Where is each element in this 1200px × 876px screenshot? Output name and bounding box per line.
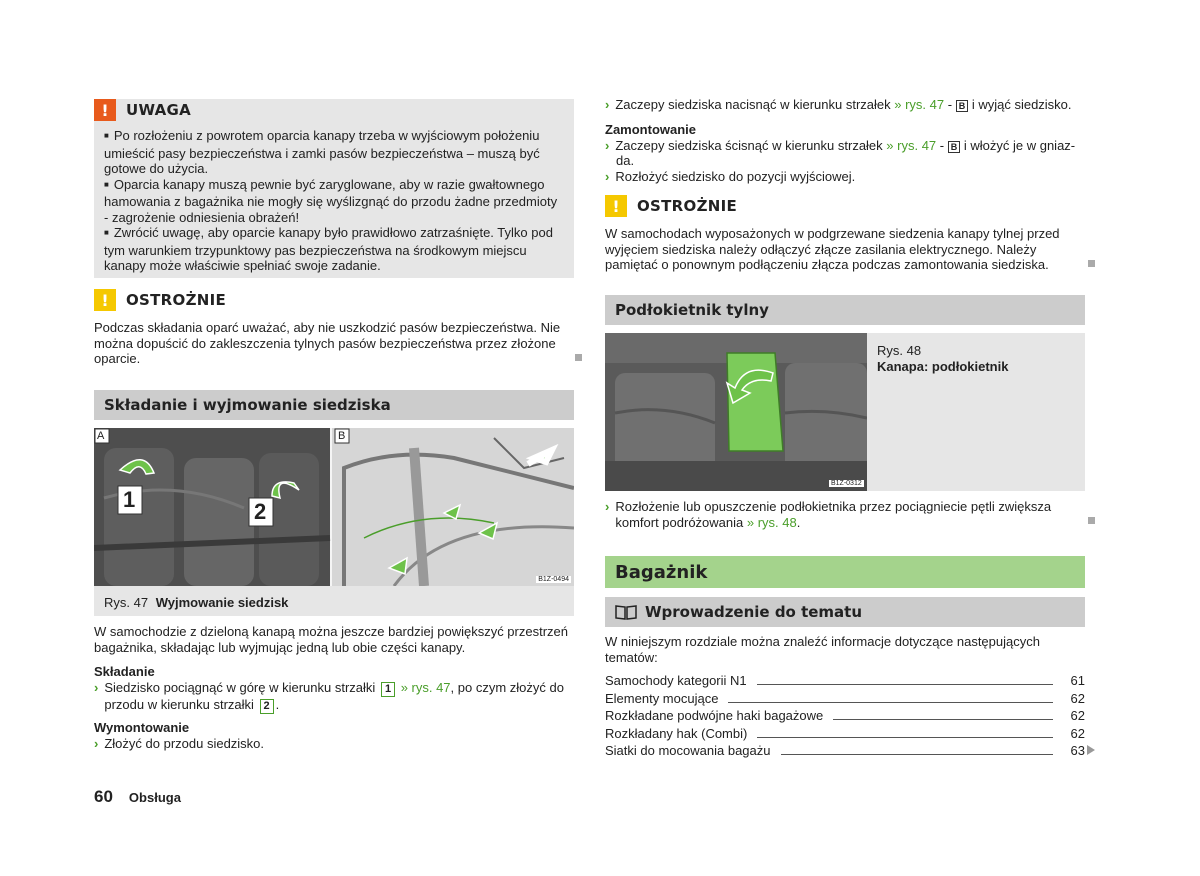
caution-text: W samochodach wyposażonych w podgrzewane siedzenia kanapy tylnej przed wyjęciem siedziska należy odłączyć złącze zasilania elektrycznego. Należy pamiętać o ponownym podłączeniu złącza podczas zamontowania siedziska. — [605, 226, 1060, 272]
step-text — [615, 499, 1085, 530]
toc-leader — [757, 684, 1053, 685]
book-icon — [615, 604, 637, 620]
toc-row[interactable] — [605, 725, 1085, 741]
section-heading: Składanie i wyjmowanie siedziska — [94, 390, 574, 420]
chevron-right-icon: › — [605, 169, 610, 184]
step-text-part: Siedzisko pociągnąć w górę w kierunku strzałki — [104, 680, 376, 695]
warning-header — [94, 99, 574, 121]
toc-label: Rozkładane podwójne haki bagażowe — [605, 708, 824, 723]
caution-header — [605, 195, 1085, 217]
seat-folding-illustration — [94, 428, 574, 586]
figure-ref-link[interactable]: » rys. 48 — [746, 514, 797, 530]
figure-ref-link[interactable]: » rys. 47 — [894, 97, 945, 112]
toc-page: 62 — [1070, 691, 1085, 706]
chevron-right-icon: › — [605, 138, 610, 153]
toc-page: 63 — [1070, 743, 1085, 758]
page-number: 60 — [94, 787, 113, 806]
step-armrest — [605, 499, 1085, 530]
section-heading: Podłokietnik tylny — [605, 295, 1085, 325]
caption-number: Rys. 47 — [104, 595, 149, 610]
exclamation-icon: ! — [94, 99, 116, 121]
warning-body — [94, 121, 574, 274]
step-text-part: - — [939, 138, 945, 153]
warning-box — [94, 99, 574, 278]
figure-ref-link[interactable]: » rys. 47 — [400, 680, 451, 695]
caution-title: OSTROŻNIE — [637, 197, 738, 215]
key-1: 1 — [381, 682, 395, 697]
toc-label: Samochody kategorii N1 — [605, 673, 747, 688]
marker-2: 2 — [254, 499, 267, 524]
exclamation-icon: ! — [94, 289, 116, 311]
toc-row[interactable] — [605, 707, 1085, 723]
caution-header — [94, 289, 574, 311]
toc-leader — [728, 702, 1053, 703]
toc-leader — [757, 737, 1053, 738]
figure-code: B1Z-0494 — [538, 576, 569, 583]
step-unfold — [605, 169, 855, 185]
step-text — [615, 97, 1071, 113]
chapter-heading: Bagażnik — [605, 556, 1085, 588]
section-end-marker — [1088, 260, 1095, 267]
step-text-part: - — [947, 97, 953, 112]
figure-code: B1Z-0312 — [831, 480, 862, 487]
step-skladanie — [94, 680, 574, 714]
warning-item: ■ Zwrócić uwagę, aby oparcie kanapy było prawidłowo zatrzaśnięte. Tylko pod tym warunkiem trzypunktowy pas bezpieczeństwa na środkowym miejscu kanapy może właściwie spełniać swoje zadanie. — [104, 225, 564, 274]
toc-page: 61 — [1070, 673, 1085, 688]
marker-1: 1 — [123, 487, 136, 512]
toc-page: 62 — [1070, 708, 1085, 723]
exclamation-icon: ! — [605, 195, 627, 217]
step-text — [104, 680, 574, 714]
figure-ref-link[interactable]: » rys. 47 — [886, 138, 937, 153]
continue-arrow-icon — [1087, 745, 1095, 755]
step-text-part: Zaczepy siedziska nacisnąć w kierunku strzałek — [615, 97, 891, 112]
step-text-part: . — [796, 514, 801, 530]
step-remove — [605, 97, 1085, 113]
step-text-part: Rozłożenie lub opuszczenie podłokietnika przez pociągniecie pętli zwiększa komfort podróżowania — [615, 499, 1052, 530]
intro-text: W niniejszym rozdziale można znaleźć informacje dotyczące następujących tematów: — [605, 634, 1040, 665]
armrest-illustration — [605, 333, 867, 491]
toc-page: 62 — [1070, 726, 1085, 741]
section-end-marker — [1088, 517, 1095, 524]
subheading-zamontowanie: Zamontowanie — [605, 122, 697, 137]
step-text-part: Zaczepy siedziska ścisnąć w kierunku strzałek — [615, 138, 883, 153]
key-b: B — [948, 141, 961, 153]
section-end-marker — [575, 354, 582, 361]
step-text: Rozłożyć siedzisko do pozycji wyjściowej. — [615, 169, 856, 184]
intro-heading-text: Wprowadzenie do tematu — [645, 603, 863, 621]
panel-label-a: A — [97, 430, 105, 442]
intro-paragraph: W samochodzie z dzieloną kanapą można jeszcze bardziej powiększyć przestrzeń bagażnika, składając lub wyjmując jedną lub obie części kanapy. — [94, 624, 568, 655]
toc-row[interactable] — [605, 742, 1085, 758]
caption-number: Rys. 48 — [877, 343, 922, 358]
toc-row[interactable] — [605, 690, 1085, 706]
figure-caption — [877, 343, 1008, 375]
figure-caption — [94, 586, 574, 616]
intro-heading — [605, 597, 1085, 627]
key-b: B — [956, 100, 969, 112]
chevron-right-icon: › — [94, 680, 99, 695]
warning-item: ■ Po rozłożeniu z powrotem oparcia kanapy trzeba w wyjściowym położeniu umieścić pasy bezpieczeństwa i zamki pasów bezpieczeństwa – muszą być gotowe do użycia. — [104, 128, 564, 177]
toc-label: Rozkładany hak (Combi) — [605, 726, 748, 741]
warning-title: UWAGA — [126, 101, 192, 119]
step-text-part: , po czym złożyć do przodu w kierunku strzałki — [104, 680, 564, 712]
step-text-part: i wyjąć siedzisko. — [971, 97, 1072, 112]
toc-row[interactable] — [605, 672, 1085, 688]
footer-section: Obsługa — [128, 790, 181, 805]
toc-leader — [833, 719, 1053, 720]
step-wymontowanie — [94, 736, 264, 752]
panel-label-b: B — [338, 430, 346, 442]
figure-47 — [94, 428, 574, 586]
chevron-right-icon: › — [605, 499, 610, 514]
key-2: 2 — [260, 699, 274, 714]
caption-text: Wyjmowanie siedzisk — [155, 595, 289, 610]
step-text — [615, 138, 1075, 154]
toc-label: Elementy mocujące — [605, 691, 719, 706]
chevron-right-icon: › — [605, 97, 610, 112]
caption-text: Kanapa: podłokietnik — [877, 359, 1009, 374]
figure-48 — [605, 333, 1085, 491]
warning-item: ■ Oparcia kanapy muszą pewnie być zaryglowane, aby w razie gwałtownego hamowania z bagażnika nie mogły się wyślizgnąć do przodu żadne przedmioty - zagrożenie odniesienia obrażeń! — [104, 177, 564, 226]
page-footer — [94, 787, 181, 807]
chevron-right-icon: › — [94, 736, 99, 751]
step-text-part: . — [275, 697, 280, 712]
toc-label: Siatki do mocowania bagażu — [605, 743, 771, 758]
caution-box — [605, 195, 1085, 273]
step-text-continued: da. — [616, 153, 635, 168]
subheading-wymontowanie: Wymontowanie — [94, 720, 190, 735]
caution-title: OSTROŻNIE — [126, 291, 227, 309]
step-text: Złożyć do przodu siedzisko. — [104, 736, 265, 751]
caution-text: Podczas składania oparć uważać, aby nie uszkodzić pasów bezpieczeństwa. Nie można dopuścić do zakleszczenia tylnych pasów bezpieczeństwa przez złożone oparcie. — [94, 320, 561, 366]
step-text-part: i włożyć je w gniaz- — [963, 138, 1076, 153]
step-install — [605, 138, 1085, 154]
caution-box — [94, 289, 574, 367]
toc-leader — [781, 754, 1054, 755]
subheading-skladanie: Składanie — [94, 664, 155, 679]
